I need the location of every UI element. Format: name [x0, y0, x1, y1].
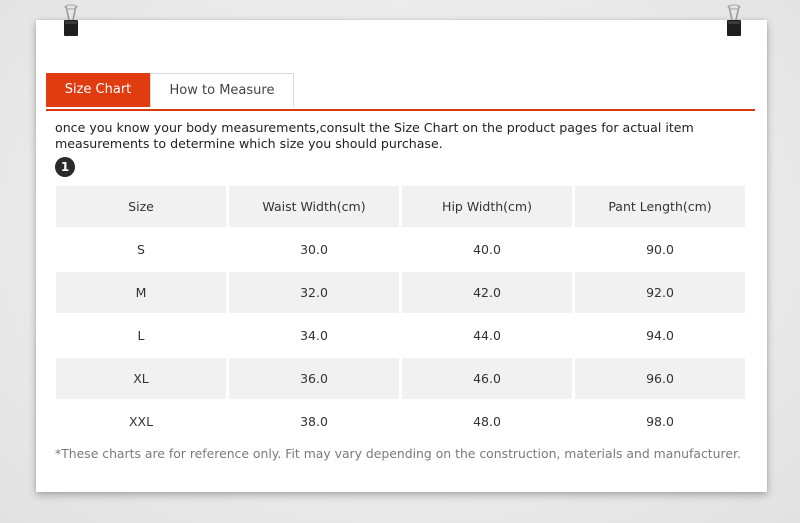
- cell-waist: 30.0: [229, 229, 399, 270]
- table-row: [56, 401, 745, 442]
- cell-waist: 38.0: [229, 401, 399, 442]
- size-chart-card: [36, 20, 767, 492]
- cell-length: 92.0: [575, 272, 745, 313]
- cell-hip: 48.0: [402, 401, 572, 442]
- cell-size: XXL: [56, 401, 226, 442]
- cell-waist: 32.0: [229, 272, 399, 313]
- cell-length: 98.0: [575, 401, 745, 442]
- cell-hip: 46.0: [402, 358, 572, 399]
- header-hip-width: Hip Width(cm): [402, 186, 572, 227]
- cell-hip: 42.0: [402, 272, 572, 313]
- cell-hip: 40.0: [402, 229, 572, 270]
- header-pant-length: Pant Length(cm): [575, 186, 745, 227]
- cell-length: 94.0: [575, 315, 745, 356]
- intro-text: once you know your body measurements,consult the Size Chart on the product pages for actual item measurements to determine which size you should purchase.: [55, 120, 694, 151]
- table-row: [56, 272, 745, 313]
- tab-size-chart[interactable]: Size Chart: [46, 73, 150, 107]
- disclaimer-footnote: *These charts are for reference only. Fit may vary depending on the construction, materials and manufacturer.: [55, 446, 741, 461]
- cell-size: M: [56, 272, 226, 313]
- cell-size: L: [56, 315, 226, 356]
- table-row: [56, 229, 745, 270]
- table-header-row: [56, 186, 745, 227]
- table-row: [56, 315, 745, 356]
- header-size: Size: [56, 186, 226, 227]
- cell-length: 96.0: [575, 358, 745, 399]
- cell-length: 90.0: [575, 229, 745, 270]
- binder-clip-icon: [724, 4, 744, 38]
- size-table: [56, 186, 745, 444]
- step-number-badge: 1: [55, 157, 75, 177]
- cell-size: S: [56, 229, 226, 270]
- tab-how-to-measure[interactable]: How to Measure: [150, 73, 294, 107]
- cell-hip: 44.0: [402, 315, 572, 356]
- header-waist-width: Waist Width(cm): [229, 186, 399, 227]
- table-row: [56, 358, 745, 399]
- tab-bar: [46, 73, 755, 111]
- binder-clip-icon: [61, 4, 81, 38]
- cell-waist: 34.0: [229, 315, 399, 356]
- cell-size: XL: [56, 358, 226, 399]
- cell-waist: 36.0: [229, 358, 399, 399]
